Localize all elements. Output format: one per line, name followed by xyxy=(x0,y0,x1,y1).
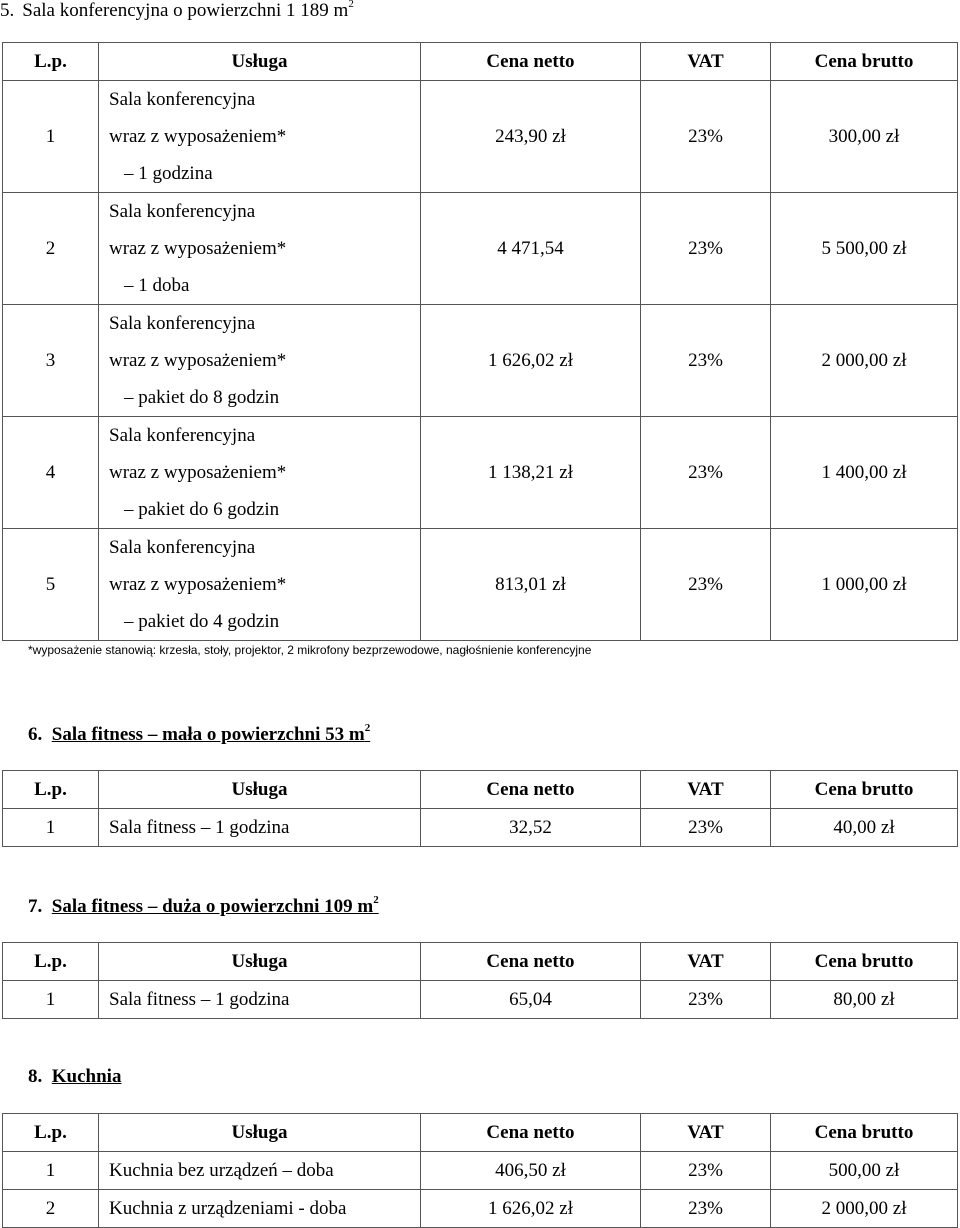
table-row xyxy=(3,1152,958,1190)
vat-rate: 23% xyxy=(641,1152,771,1190)
table-header-row xyxy=(3,43,958,81)
header-net: Cena netto xyxy=(421,43,641,81)
service-line: wraz z wyposażeniem* xyxy=(109,574,287,595)
price-table-fitness-small xyxy=(2,770,958,847)
table-row xyxy=(3,305,958,417)
table-row xyxy=(3,981,958,1019)
equipment-footnote: *wyposażenie stanowią: krzesła, stoły, projektor, 2 mikrofony bezprzewodowe, nagłośnienie konferencyjne xyxy=(28,643,592,657)
service-line: wraz z wyposażeniem* xyxy=(109,238,287,259)
section-number: 7. xyxy=(28,896,43,917)
section-title-text: Sala fitness – mała o powierzchni 53 m xyxy=(51,724,365,745)
gross-price: 500,00 zł xyxy=(771,1152,958,1190)
table-row xyxy=(3,1190,958,1228)
header-lp: L.p. xyxy=(3,943,99,981)
superscript: 2 xyxy=(364,722,371,734)
section-title-text: Sala konferencyjna o powierzchni 1 189 m xyxy=(22,0,349,21)
header-vat: VAT xyxy=(641,771,771,809)
net-price: 1 626,02 zł xyxy=(421,305,641,417)
gross-price: 2 000,00 zł xyxy=(771,1190,958,1228)
section-number: 8. xyxy=(28,1066,43,1087)
price-table-conference xyxy=(2,42,958,641)
service-line: – 1 godzina xyxy=(124,163,213,184)
table-row xyxy=(3,809,958,847)
service-cell xyxy=(99,81,421,193)
header-gross: Cena brutto xyxy=(771,771,958,809)
service-line: Sala konferencyjna xyxy=(109,425,256,446)
row-number: 3 xyxy=(3,305,99,417)
service-line: – pakiet do 8 godzin xyxy=(124,387,280,408)
price-table-fitness-large xyxy=(2,942,958,1019)
section-title-text: Sala fitness – duża o powierzchni 109 m xyxy=(51,896,374,917)
header-net: Cena netto xyxy=(421,771,641,809)
service-line: Sala konferencyjna xyxy=(109,313,256,334)
net-price: 406,50 zł xyxy=(421,1152,641,1190)
service-cell: Sala fitness – 1 godzina xyxy=(99,981,421,1019)
vat-rate: 23% xyxy=(641,981,771,1019)
vat-rate: 23% xyxy=(641,809,771,847)
net-price: 813,01 zł xyxy=(421,529,641,641)
vat-rate: 23% xyxy=(641,305,771,417)
gross-price: 1 000,00 zł xyxy=(771,529,958,641)
section-7-title xyxy=(28,896,379,918)
service-line: – 1 doba xyxy=(124,275,190,296)
row-number: 5 xyxy=(3,529,99,641)
header-lp: L.p. xyxy=(3,1114,99,1152)
table-row xyxy=(3,193,958,305)
section-title-text: Kuchnia xyxy=(51,1066,122,1087)
section-5-title xyxy=(0,0,354,22)
header-gross: Cena brutto xyxy=(771,1114,958,1152)
header-service: Usługa xyxy=(99,771,421,809)
section-6-title xyxy=(28,724,370,746)
gross-price: 1 400,00 zł xyxy=(771,417,958,529)
row-number: 4 xyxy=(3,417,99,529)
net-price: 4 471,54 xyxy=(421,193,641,305)
net-price: 32,52 xyxy=(421,809,641,847)
row-number: 1 xyxy=(3,81,99,193)
service-line: wraz z wyposażeniem* xyxy=(109,462,287,483)
service-cell xyxy=(99,305,421,417)
row-number: 1 xyxy=(3,809,99,847)
service-cell xyxy=(99,417,421,529)
section-number: 5. xyxy=(0,0,15,21)
table-header-row xyxy=(3,771,958,809)
table-row xyxy=(3,529,958,641)
net-price: 1 138,21 zł xyxy=(421,417,641,529)
price-table-kitchen xyxy=(2,1113,958,1228)
header-vat: VAT xyxy=(641,1114,771,1152)
header-gross: Cena brutto xyxy=(771,43,958,81)
service-line: wraz z wyposażeniem* xyxy=(109,350,287,371)
service-cell xyxy=(99,193,421,305)
service-line: Sala konferencyjna xyxy=(109,201,256,222)
header-gross: Cena brutto xyxy=(771,943,958,981)
row-number: 2 xyxy=(3,1190,99,1228)
service-line: wraz z wyposażeniem* xyxy=(109,126,287,147)
gross-price: 2 000,00 zł xyxy=(771,305,958,417)
table-row xyxy=(3,81,958,193)
service-line: Sala konferencyjna xyxy=(109,89,256,110)
header-vat: VAT xyxy=(641,43,771,81)
header-service: Usługa xyxy=(99,43,421,81)
table-row xyxy=(3,417,958,529)
service-line: Sala konferencyjna xyxy=(109,537,256,558)
header-service: Usługa xyxy=(99,1114,421,1152)
header-lp: L.p. xyxy=(3,771,99,809)
header-net: Cena netto xyxy=(421,1114,641,1152)
gross-price: 40,00 zł xyxy=(771,809,958,847)
service-line: – pakiet do 6 godzin xyxy=(124,499,280,520)
header-service: Usługa xyxy=(99,943,421,981)
net-price: 1 626,02 zł xyxy=(421,1190,641,1228)
section-number: 6. xyxy=(28,724,43,745)
header-lp: L.p. xyxy=(3,43,99,81)
service-line: – pakiet do 4 godzin xyxy=(124,611,280,632)
vat-rate: 23% xyxy=(641,81,771,193)
net-price: 65,04 xyxy=(421,981,641,1019)
row-number: 2 xyxy=(3,193,99,305)
row-number: 1 xyxy=(3,981,99,1019)
service-cell xyxy=(99,529,421,641)
gross-price: 80,00 zł xyxy=(771,981,958,1019)
gross-price: 5 500,00 zł xyxy=(771,193,958,305)
gross-price: 300,00 zł xyxy=(771,81,958,193)
service-cell: Kuchnia bez urządzeń – doba xyxy=(99,1152,421,1190)
row-number: 1 xyxy=(3,1152,99,1190)
header-net: Cena netto xyxy=(421,943,641,981)
superscript: 2 xyxy=(348,0,354,10)
vat-rate: 23% xyxy=(641,1190,771,1228)
superscript: 2 xyxy=(373,894,379,906)
table-header-row xyxy=(3,1114,958,1152)
header-vat: VAT xyxy=(641,943,771,981)
section-8-title xyxy=(28,1066,121,1088)
table-header-row xyxy=(3,943,958,981)
net-price: 243,90 zł xyxy=(421,81,641,193)
vat-rate: 23% xyxy=(641,417,771,529)
service-cell: Kuchnia z urządzeniami - doba xyxy=(99,1190,421,1228)
service-cell: Sala fitness – 1 godzina xyxy=(99,809,421,847)
vat-rate: 23% xyxy=(641,193,771,305)
vat-rate: 23% xyxy=(641,529,771,641)
